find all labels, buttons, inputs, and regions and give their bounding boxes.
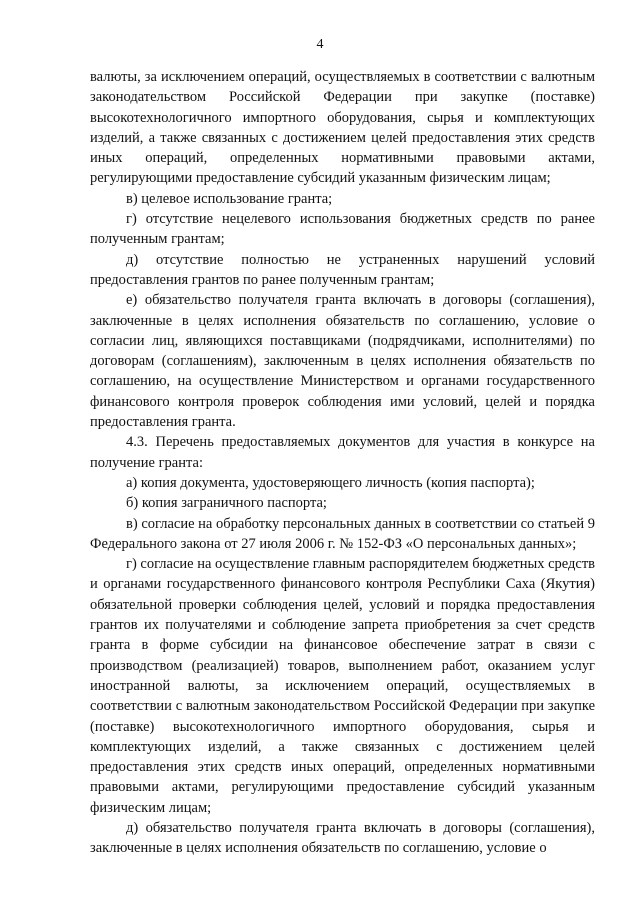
document-body	[90, 67, 595, 859]
paragraph-doc-item-d: д) обязательство получателя гранта включать в договоры (соглашения), заключенные в целях исполнения обязательств по соглашению, условие о	[90, 819, 595, 857]
paragraph-continuation: валюты, за исключением операций, осуществляемых в соответствии с валютным законодательством Российской Федерации при закупке (поставке) высокотехнологичного импортного оборудования, сырья и комплектующих изделий, а также связанных с достижением целей предоставления этих средств иных операций, определенных нормативными правовыми актами, регулирующими предоставление субсидий указанным физическим лицам;	[90, 69, 595, 187]
paragraph-doc-item-v: в) согласие на обработку персональных данных в соответствии со статьей 9 Федерального закона от 27 июля 2006 г. № 152-ФЗ «О персональных данных»;	[90, 515, 595, 552]
paragraph-section-4-3: 4.3. Перечень предоставляемых документов для участия в конкурсе на получение гранта:	[90, 434, 595, 471]
page-number: 4	[316, 37, 324, 52]
paragraph-item-v: в) целевое использование гранта;	[126, 190, 333, 207]
paragraph-item-e: е) обязательство получателя гранта включать в договоры (соглашения), заключенные в целях исполнения обязательств по соглашению, условие о согласии лиц, являющихся поставщиками (подрядчиками, исполнителями) по договорам (соглашениям), заключенным в целях исполнения обязательств по соглашению, на осуществление Министерством и органами государственного финансового контроля проверок соблюдения ими условий, целей и порядка предоставления гранта.	[90, 292, 595, 431]
paragraph-item-d: д) отсутствие полностью не устраненных нарушений условий предоставления грантов по ранее полученным грантам;	[90, 251, 595, 288]
paragraph-item-g: г) отсутствие нецелевого использования бюджетных средств по ранее полученным грантам;	[90, 211, 595, 248]
paragraph-doc-item-b: б) копия заграничного паспорта;	[126, 495, 327, 512]
paragraph-doc-item-a: а) копия документа, удостоверяющего личность (копия паспорта);	[126, 474, 535, 491]
paragraph-doc-item-g: г) согласие на осуществление главным распорядителем бюджетных средств и органами государственного финансового контроля Республики Саха (Якутия) обязательной проверки соблюдения целей, условий и порядка предоставления грантов их получателями и соблюдение запрета приобретения за счет средств гранта в форме субсидии на финансовое обеспечение затрат в связи с производством (реализацией) товаров, выполнением работ, оказанием услуг иностранной валюты, за исключением операций, осуществляемых в соответствии с валютным законодательством Российской Федерации при закупке (поставке) высокотехнологичного импортного оборудования, сырья и комплектующих изделий, а также связанных с достижением целей предоставления этих средств иных операций, определенных нормативными правовыми актами, регулирующими предоставление субсидий указанным физическим лицам;	[90, 556, 596, 816]
